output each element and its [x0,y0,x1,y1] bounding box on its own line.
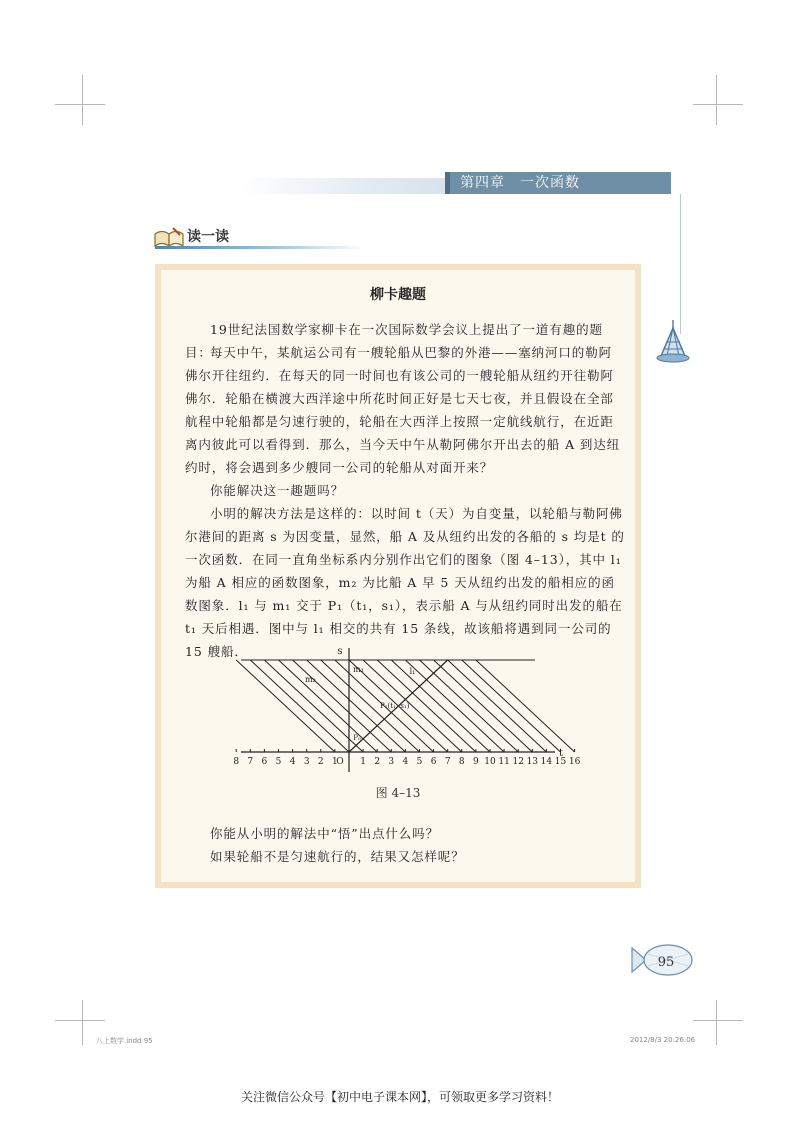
crop-mark [716,1000,717,1045]
box-title: 柳卡趣题 [370,287,426,303]
paragraph-question: 你能解决这一趣题吗？ [210,483,345,498]
book-icon [153,226,185,248]
tick-label: 4 [402,757,409,767]
section-underline [155,246,365,249]
crop-mark [82,75,83,125]
tick-label: 2 [317,757,324,767]
tick-label: 12 [512,757,524,767]
tick-label: 1 [332,757,338,767]
crop-mark [693,1020,743,1021]
m-line-3 [264,660,363,752]
tick-label: 4 [289,757,296,767]
m-line-2 [250,660,349,752]
section-label: 读一读 [187,229,229,245]
m-line-18 [476,660,575,752]
figure-caption: 图 4–13 [375,786,421,800]
tick-label: 5 [275,757,282,767]
reflection-question-1: 你能从小明的解法中“悟”出点什么吗？ [210,826,439,841]
tick-label: 13 [526,757,539,767]
t-axis-label: t [559,748,564,759]
p0-label: P₀ [353,734,361,742]
tick-label: 2 [374,757,381,767]
tick-label: 3 [388,757,395,767]
origin-label: O [336,757,344,767]
l1-label: l₁ [409,667,416,676]
margin-line [680,194,681,334]
m-line-15 [434,660,533,752]
m-line-14 [420,660,519,752]
m-line-5 [293,660,392,752]
tick-label: 11 [498,757,510,767]
chapter-title: 第四章 一次函数 [445,172,671,194]
m-line-16 [448,660,547,752]
tick-label: 8 [458,757,465,767]
figure-graph [233,644,581,782]
print-timestamp: 2012/8/3 20:26:06 [630,1036,696,1044]
paragraph-solution: 小明的解决方法是这样的：以时间 t（天）为自变量，以轮船与勒阿佛尔港间的距离 s 为因变量，显然，船 A 及从纽约出发的各船的 s 均是t 的一次函数．在同一直角坐标系内分别作出它们的图象（图 4–13），其中 l₁ 为船 A 相应的函数图象，m₂ 为比船 A 早 5 天从纽约出发的船相应的函数图象．l₁ 与 m₁ 交于 P₁（t₁，s₁），表示船 A 与从纽约同时出发的船在 t₁ 天后相遇．图中与 l₁ 相交的共有 15 条线，故该船将遇到同一公司的 15 艘船． [185,506,625,659]
tick-label: 9 [473,757,479,767]
crop-mark [82,1000,83,1045]
tick-label: 14 [540,757,553,767]
p1-label: P₁(t₁, s₁) [380,702,410,710]
tick-label: 6 [261,757,268,767]
m1-label: m₁ [353,665,364,674]
tick-label: 5 [416,757,423,767]
paragraph-intro: 19世纪法国数学家柳卡在一次国际数学会议上提出了一道有趣的题目： [185,322,603,360]
tick-label: 6 [430,757,437,767]
page-number: 95 [657,955,675,970]
tower-icon [652,318,694,364]
crop-mark [55,1020,105,1021]
reading-box [155,264,641,888]
m-line-17 [462,660,561,752]
crop-mark [716,75,717,125]
tick-label: 1 [360,757,366,767]
tick-label: 10 [484,757,496,767]
crop-mark [693,104,743,105]
s-axis-label: s [337,646,343,657]
footer-note: 关注微信公众号【初中电子课本网】，可领取更多学习资料！ [240,1090,559,1104]
tick-label: 3 [303,757,310,767]
tick-label: 15 [554,757,567,767]
m-line-1 [236,660,335,752]
paragraph-problem: 每天中午，某航运公司有一艘轮船从巴黎的外港——塞纳河口的勒阿佛尔开往纽约．在每天的同一时间也有该公司的一艘轮船从纽约开往勒阿佛尔．轮船在横渡大西洋途中所花时间正好是七天七夜，并且假设在全部航程中轮船都是匀速行驶的，轮船在大西洋上按照一定航线航行，在近距离内彼此可以看得到．那么，当今天中午从勒阿佛尔开出去的船 A 到达纽约时，将会遇到多少艘同一公司的轮船从对面开来？ [185,345,621,475]
tick-label: 7 [444,757,451,767]
tick-label: 16 [568,757,581,767]
m2-label: m₂ [305,675,316,684]
reflection-question-2: 如果轮船不是匀速航行的，结果又怎样呢？ [210,849,465,864]
m-line-13 [405,660,504,752]
file-name: 八上数学.indd 95 [96,1037,153,1045]
chapter-header-fade [240,178,450,194]
crop-mark [55,104,105,105]
tick-label: 8 [233,757,240,767]
tick-label: 7 [247,757,254,767]
